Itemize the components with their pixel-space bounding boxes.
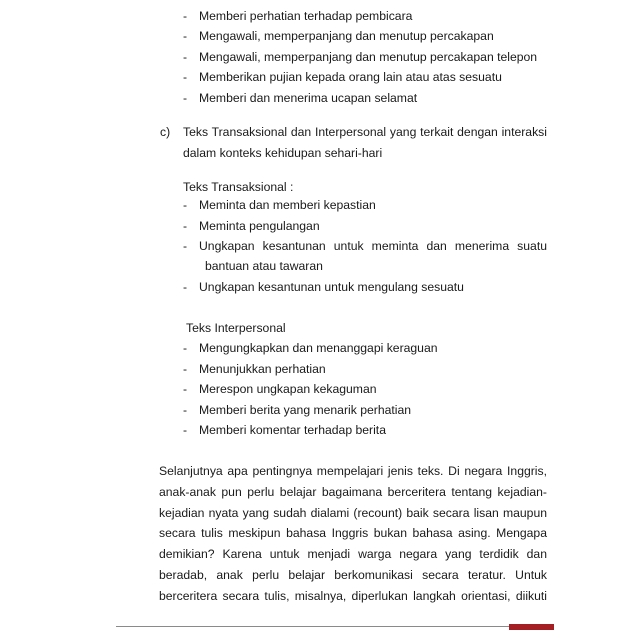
paragraph-line: anak-anak pun perlu belajar bagaimana berceritera tentang kejadian- (159, 485, 547, 499)
bullet-dash: - (183, 382, 188, 396)
transaksional-bullet (183, 219, 320, 234)
top-bullet-item (183, 29, 494, 44)
bullet-dash: - (183, 341, 188, 355)
bullet-dash: - (183, 219, 188, 233)
bullet-dash: - (183, 198, 188, 212)
interpersonal-bullet (183, 341, 438, 356)
bullet-dash: - (183, 362, 188, 376)
item-c-line-1: Teks Transaksional dan Interpersonal yang terkait dengan interaksi (183, 125, 547, 139)
top-bullet-item (183, 9, 412, 24)
footer-accent-block (509, 624, 554, 630)
bullet-text: Memberi berita yang menarik perhatian (199, 403, 412, 417)
paragraph-line: demikian? Karena untuk menjadi warga negara yang terdidik dan (159, 547, 547, 561)
paragraph-line: Selanjutnya apa pentingnya mempelajari jenis teks. Di negara Inggris, (159, 464, 547, 478)
bullet-text: Merespon ungkapan kekaguman (199, 382, 377, 396)
bullet-dash: - (183, 50, 188, 64)
interpersonal-bullet (183, 423, 386, 438)
transaksional-bullet (183, 198, 376, 213)
paragraph-line: kejadian nyata yang sudah dialami (recount) baik secara lisan maupun (159, 506, 547, 520)
bullet-dash: - (183, 91, 188, 105)
bullet-text: Menunjukkan perhatian (199, 362, 326, 376)
bullet-text: Meminta dan memberi kepastian (199, 198, 376, 212)
interpersonal-bullet (183, 403, 411, 418)
bullet-text: Memberi komentar terhadap berita (199, 423, 386, 437)
bullet-text: Mengawali, memperpanjang dan menutup percakapan (199, 29, 494, 43)
bullet-dash: - (183, 29, 188, 43)
bullet-dash: - (183, 403, 188, 417)
item-c-line-2: dalam konteks kehidupan sehari-hari (183, 146, 383, 160)
top-bullet-item (183, 70, 502, 85)
bullet-text: Mengungkapkan dan menanggapi keraguan (199, 341, 438, 355)
bullet-text: Mengawali, memperpanjang dan menutup percakapan telepon (199, 50, 538, 64)
interpersonal-bullet (183, 382, 377, 397)
bullet-text: Ungkapan kesantunan untuk mengulang sesuatu (199, 280, 464, 294)
paragraph-line: beradab, anak perlu belajar berkomunikasi secara teratur. Untuk (159, 568, 547, 582)
section-heading-interpersonal: Teks Interpersonal (186, 321, 286, 335)
bullet-text: Memberi perhatian terhadap pembicara (199, 9, 413, 23)
paragraph-line: berceritera secara tulis, misalnya, diperlukan langkah orientasi, diikuti (159, 589, 547, 603)
bullet-text: Ungkapan kesantunan untuk meminta dan menerima suatu (199, 239, 547, 253)
section-heading-transaksional: Teks Transaksional : (183, 180, 294, 194)
top-bullet-item (183, 91, 417, 106)
top-bullet-item (183, 50, 537, 65)
paragraph-line: secara tulis meskipun bahasa Inggris bukan bahasa asing. Mengapa (159, 526, 547, 540)
bullet-text: Meminta pengulangan (199, 219, 320, 233)
footer-rule (116, 626, 509, 627)
bullet-dash: - (183, 423, 188, 437)
bullet-text-continuation: bantuan atau tawaran (205, 259, 323, 273)
bullet-dash: - (183, 280, 188, 294)
bullet-dash: - (183, 9, 188, 23)
bullet-dash: - (183, 239, 188, 253)
list-marker: c) (160, 125, 171, 139)
transaksional-bullet (183, 280, 464, 295)
bullet-dash: - (183, 70, 188, 84)
bullet-text: Memberikan pujian kepada orang lain atau atas sesuatu (199, 70, 502, 84)
interpersonal-bullet (183, 362, 326, 377)
bullet-text: Memberi dan menerima ucapan selamat (199, 91, 418, 105)
